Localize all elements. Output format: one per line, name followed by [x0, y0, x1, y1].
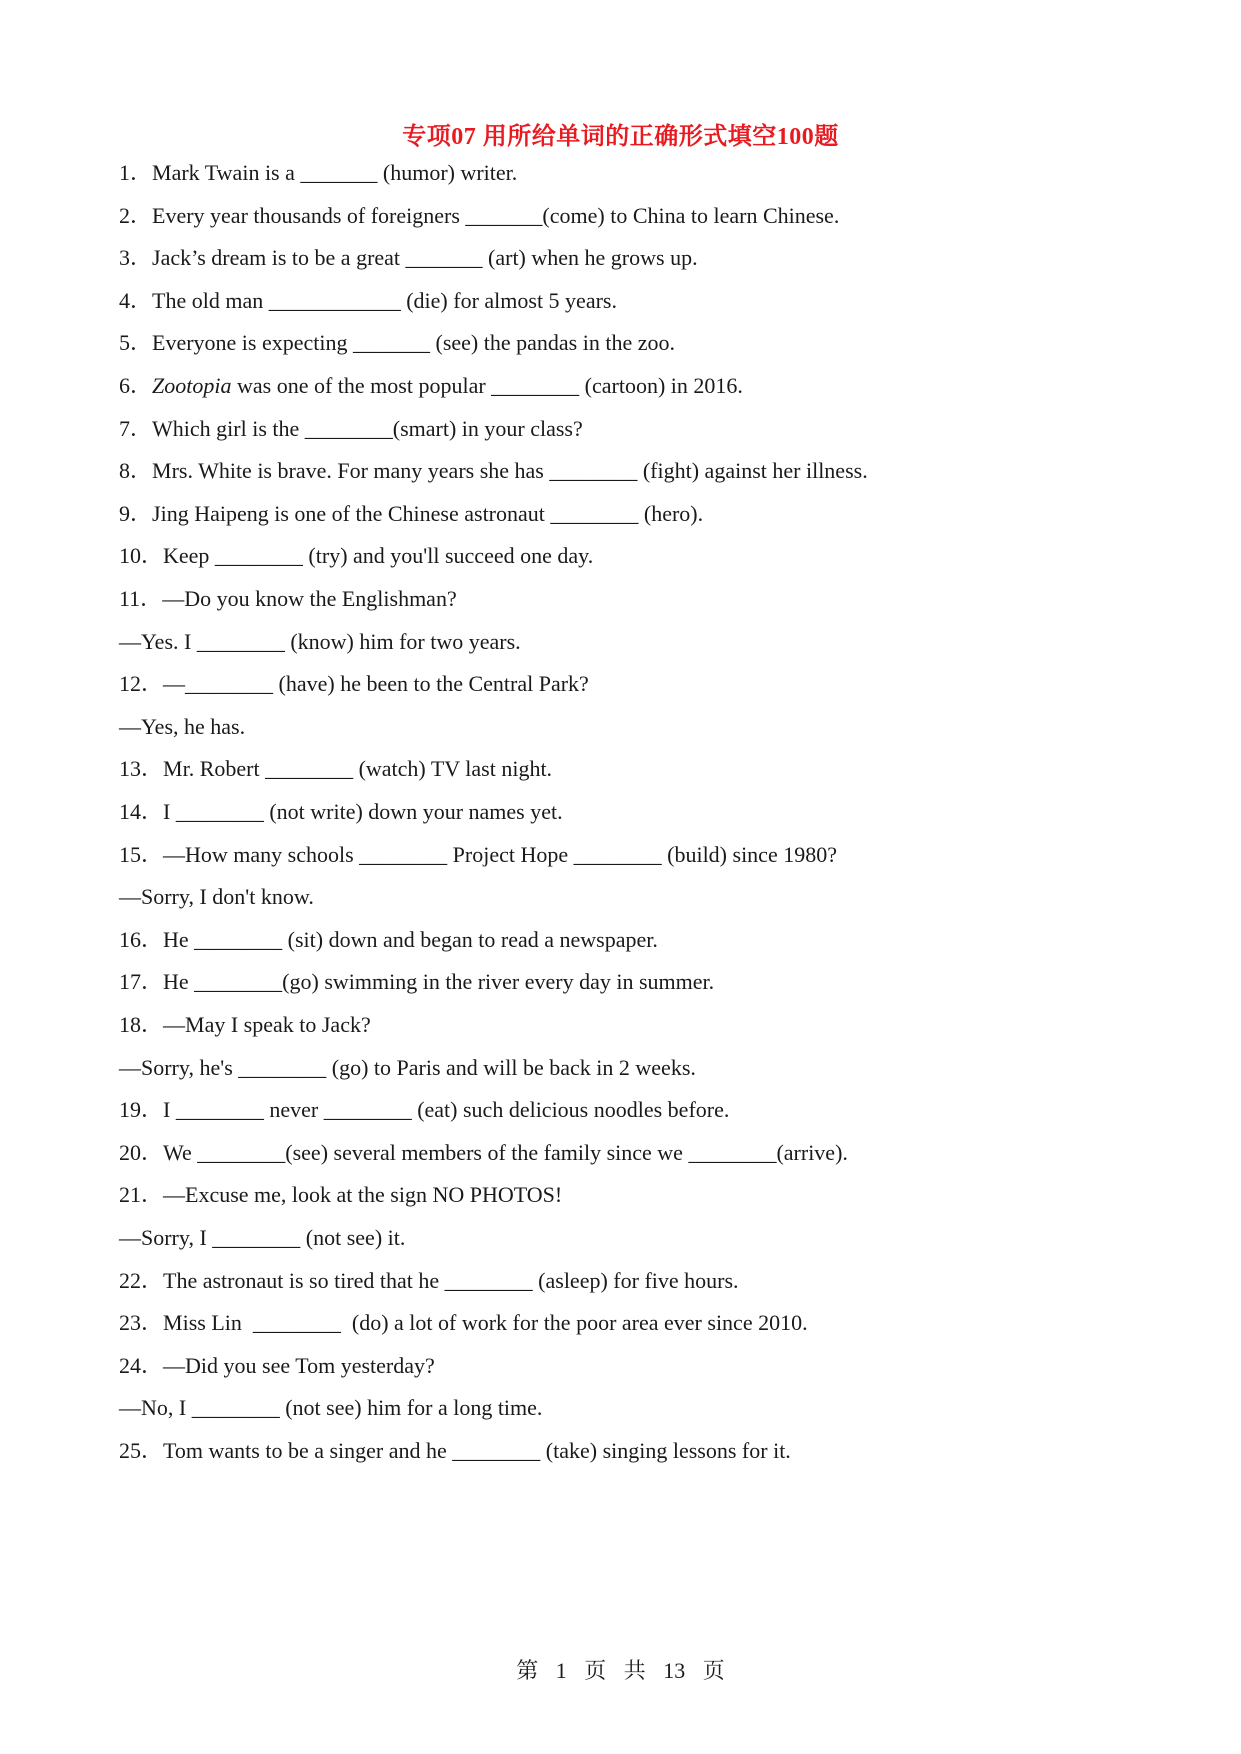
question-text: —Yes, he has.: [119, 713, 246, 739]
question-text: —How many schools ________ Project Hope ________ (build) since 1980?: [163, 841, 837, 867]
question-text: Everyone is expecting _______ (see) the pandas in the zoo.: [152, 330, 675, 356]
question-item: [119, 1010, 371, 1040]
question-text: —Sorry, he's ________ (go) to Paris and will be back in 2 weeks.: [119, 1054, 696, 1080]
question-item: [119, 1266, 739, 1296]
question-text: —Excuse me, look at the sign NO PHOTOS!: [163, 1182, 563, 1208]
question-item: [119, 1436, 791, 1466]
answer-line: [119, 1223, 405, 1253]
question-number: 18．: [119, 1012, 164, 1037]
question-item: [119, 371, 743, 401]
question-text: Mrs. White is brave. For many years she has ________ (fight) against her illness.: [152, 458, 868, 484]
question-number: 4．: [119, 287, 153, 313]
question-text: —Do you know the Englishman?: [162, 586, 457, 611]
question-text: Jack’s dream is to be a great _______ (art) when he grows up.: [152, 245, 698, 271]
question-item: [119, 243, 698, 273]
question-number: 20．: [119, 1139, 164, 1165]
question-text: —Did you see Tom yesterday?: [163, 1352, 435, 1378]
question-text: Which girl is the ________(smart) in your class?: [152, 415, 583, 441]
question-text: —May I speak to Jack?: [163, 1012, 371, 1037]
question-number: 12．: [119, 671, 164, 697]
question-item: [119, 158, 517, 188]
question-text: I ________ never ________ (eat) such delicious noodles before.: [163, 1097, 730, 1123]
question-number: 15．: [119, 841, 164, 867]
question-text: I ________ (not write) down your names yet.: [163, 799, 563, 824]
footer-total-label: 共: [623, 1658, 646, 1683]
answer-line: [119, 627, 521, 657]
question-text: —No, I ________ (not see) him for a long time.: [119, 1395, 543, 1421]
question-text: The astronaut is so tired that he ________ (asleep) for five hours.: [163, 1267, 739, 1293]
question-item: [119, 499, 703, 529]
question-item: [119, 201, 839, 231]
question-item: [119, 541, 593, 571]
question-text: Mr. Robert ________ (watch) TV last night.: [163, 756, 553, 782]
question-text: —Sorry, I ________ (not see) it.: [119, 1225, 406, 1250]
question-number: 2．: [119, 202, 153, 228]
answer-line: [119, 1393, 542, 1423]
question-number: 19．: [119, 1097, 164, 1123]
question-number: 16．: [119, 926, 164, 952]
question-item: [119, 1351, 435, 1381]
question-number: 23．: [119, 1310, 164, 1336]
question-number: 21．: [119, 1182, 164, 1208]
question-item: [119, 328, 675, 358]
question-item: [119, 754, 552, 784]
question-number: 14．: [119, 799, 164, 824]
question-number: 3．: [119, 245, 153, 271]
question-number: 1．: [119, 160, 153, 185]
question-number: 17．: [119, 969, 164, 995]
answer-line: [119, 882, 314, 912]
question-text: Keep ________ (try) and you'll succeed one day.: [163, 543, 594, 569]
page-footer: [0, 1654, 1241, 1685]
question-text: —Sorry, I don't know.: [119, 884, 314, 910]
question-number: 10．: [119, 543, 164, 569]
question-text: We ________(see) several members of the family since we ________(arrive).: [163, 1139, 848, 1165]
italic-title: Zootopia: [152, 373, 232, 398]
question-item: [119, 840, 837, 870]
question-number: 11．: [119, 586, 163, 611]
question-item: [119, 1138, 848, 1168]
question-text: Every year thousands of foreigners _______(come) to China to learn Chinese.: [152, 202, 840, 228]
question-text: Jing Haipeng is one of the Chinese astronaut ________ (hero).: [152, 500, 704, 526]
question-item: [119, 414, 583, 444]
question-text: Miss Lin ________ (do) a lot of work for the poor area ever since 2010.: [163, 1310, 808, 1336]
question-number: 13．: [119, 756, 164, 782]
question-number: 24．: [119, 1352, 164, 1378]
footer-total-pages: 13: [663, 1658, 686, 1683]
question-text: He ________(go) swimming in the river every day in summer.: [163, 969, 715, 995]
question-text: —________ (have) he been to the Central Park?: [163, 671, 589, 697]
footer-prefix: 第: [516, 1658, 539, 1683]
question-number: 8．: [119, 458, 153, 484]
question-item: [119, 797, 563, 827]
answer-line: [119, 1053, 696, 1083]
question-number: 9．: [119, 500, 153, 526]
question-item: [119, 1180, 562, 1210]
question-item: [119, 925, 658, 955]
question-item: [119, 967, 714, 997]
question-number: 22．: [119, 1267, 164, 1293]
footer-page-number: 1: [555, 1658, 567, 1683]
answer-line: [119, 712, 245, 742]
question-item: [119, 1308, 808, 1338]
question-text: Tom wants to be a singer and he ________ (take) singing lessons for it.: [163, 1438, 791, 1463]
question-number: 7．: [119, 415, 153, 441]
question-item: [119, 669, 589, 699]
question-item: [119, 1095, 729, 1125]
question-text: —Yes. I ________ (know) him for two years.: [119, 628, 521, 654]
page-title: 专项07 用所给单词的正确形式填空100题: [402, 124, 839, 150]
question-number: 5．: [119, 330, 153, 356]
question-text: He ________ (sit) down and began to read a newspaper.: [163, 926, 658, 952]
footer-suffix: 页: [702, 1658, 725, 1683]
question-number: 25．: [119, 1438, 164, 1463]
question-text: Mark Twain is a _______ (humor) writer.: [152, 160, 518, 185]
question-text: was one of the most popular ________ (cartoon) in 2016.: [231, 373, 743, 398]
footer-page-label: 页: [584, 1658, 607, 1683]
question-item: [119, 286, 617, 316]
question-item: [119, 456, 868, 486]
question-item: [119, 584, 457, 614]
question-number: 6．: [119, 373, 153, 398]
question-text: The old man ____________ (die) for almost 5 years.: [152, 287, 617, 313]
